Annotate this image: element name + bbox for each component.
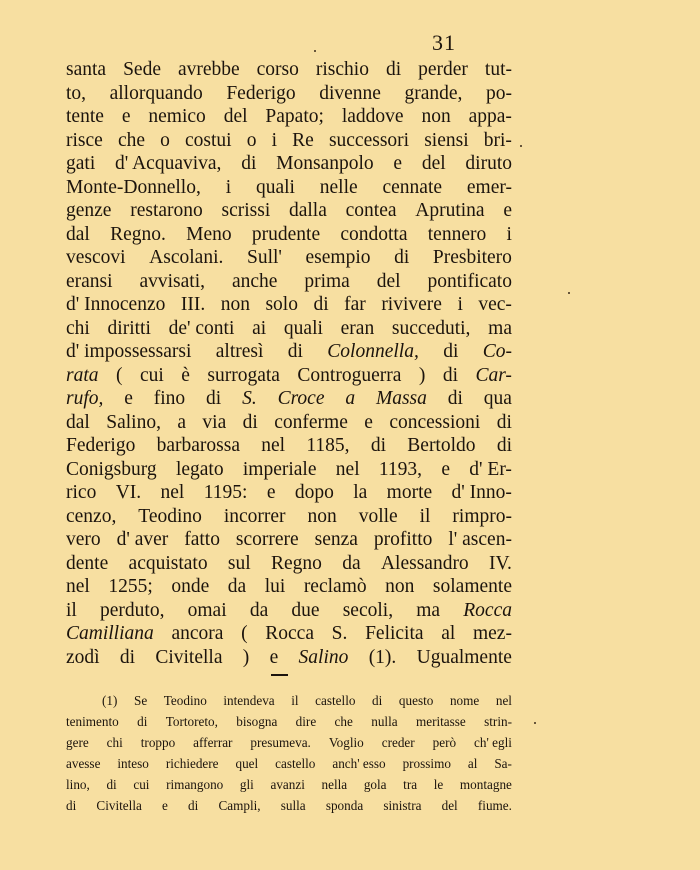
footnote-word: di <box>106 777 117 792</box>
footnote-word: gere <box>66 735 89 750</box>
word: corso <box>256 59 299 80</box>
footnote-word: il <box>291 693 299 708</box>
word: profitto <box>373 529 433 550</box>
word: di <box>385 59 402 80</box>
word: prudente <box>251 223 321 245</box>
word: d' Er- <box>469 458 512 480</box>
footnote-word: presumeva. <box>250 735 311 750</box>
word: a <box>345 388 356 409</box>
word: Teodino <box>138 505 202 527</box>
footnote-word: richiedere <box>165 756 219 771</box>
footnote-word: sponda <box>325 798 364 813</box>
footnote-word: castello <box>315 693 356 708</box>
word: scorrere <box>235 529 299 550</box>
footnote-line <box>66 690 512 711</box>
word: lui <box>264 576 286 597</box>
footnote-word: tra <box>403 777 418 792</box>
word: e <box>266 482 276 503</box>
word: d' Acquaviva, <box>115 153 222 174</box>
text-line <box>66 223 512 247</box>
word: e <box>124 388 133 409</box>
word: d' impossessarsi <box>66 341 192 362</box>
word: da <box>249 599 269 621</box>
footnote-word: però <box>432 735 457 750</box>
word: Controguerra <box>297 364 402 386</box>
word: ) <box>242 646 250 668</box>
word: prima <box>304 270 350 292</box>
word: onde <box>171 576 210 597</box>
word: dal <box>66 411 90 433</box>
word: conferme <box>274 411 348 433</box>
footnote-word: Se <box>133 693 148 708</box>
word: Regno <box>271 552 322 574</box>
word: III. <box>180 294 206 315</box>
text-line <box>66 552 512 576</box>
word: vero <box>66 529 101 550</box>
word: reclamò <box>303 576 367 597</box>
footnote-word: Campli, <box>218 798 261 813</box>
footnote-word: di <box>137 714 148 729</box>
word: Federigo <box>66 435 136 456</box>
word: di <box>287 341 303 362</box>
word: eransi <box>66 270 113 292</box>
word: avrebbe <box>177 59 240 80</box>
word: divenne <box>319 82 381 104</box>
word: ma <box>488 317 512 339</box>
word: S. <box>331 623 348 644</box>
word: di <box>206 388 222 409</box>
word: barbarossa <box>156 435 240 456</box>
word: Co- <box>482 341 512 362</box>
word: nel <box>66 576 90 597</box>
word: Colonnella, <box>327 341 419 362</box>
footnote-word: rimangono <box>166 777 224 792</box>
footnote-word: (1) <box>102 693 118 708</box>
word: i <box>271 129 278 151</box>
word: da <box>227 576 247 597</box>
word: Croce <box>277 388 325 409</box>
word: dopo <box>294 482 334 503</box>
word: ) <box>418 364 426 386</box>
word: nemico <box>148 106 206 127</box>
word: vescovi <box>66 247 126 268</box>
word: di <box>313 294 329 315</box>
print-speck <box>568 292 570 294</box>
word: nelle <box>319 176 358 198</box>
word: Re <box>292 129 314 151</box>
word: di <box>496 411 512 433</box>
word: quali <box>255 176 295 198</box>
footnote-word: di <box>66 798 77 813</box>
footnote-word: meritasse <box>415 714 466 729</box>
print-speck <box>534 722 536 724</box>
word: d' aver <box>116 529 169 550</box>
footnote-word: Teodino <box>163 693 207 708</box>
word: altresì <box>215 341 264 362</box>
word: e <box>441 458 450 480</box>
word: non <box>421 106 451 127</box>
footnote-word: prossimo <box>402 756 451 771</box>
word: rischio <box>315 59 369 80</box>
word: i <box>506 223 512 245</box>
word: concessioni <box>389 411 481 433</box>
word: fino <box>153 388 186 409</box>
word: Regno. <box>110 223 166 245</box>
word: volle <box>358 505 398 527</box>
footnote-word: sulla <box>280 798 306 813</box>
word: cenzo, <box>66 505 117 527</box>
word: rata <box>66 364 99 386</box>
word: dal <box>66 223 90 245</box>
word: non <box>385 576 415 597</box>
word: incorrer <box>223 505 286 527</box>
word: di <box>370 435 386 456</box>
word: Salino <box>298 646 349 668</box>
word: Rocca <box>265 623 314 644</box>
word: sul <box>227 552 251 574</box>
footnote-word: nome <box>449 693 480 708</box>
word: solo <box>265 294 298 315</box>
word: successori <box>328 129 410 151</box>
word: Salino, <box>106 411 161 433</box>
word: gati <box>66 153 96 174</box>
word: Alessandro <box>380 552 469 574</box>
text-line <box>66 387 512 411</box>
word: siensi <box>424 129 469 151</box>
word: appa- <box>468 106 512 127</box>
word: Ugualmente <box>416 646 512 668</box>
word: 1195: <box>203 482 248 503</box>
word: mez- <box>472 623 512 644</box>
footnote-word: avesse <box>66 756 101 771</box>
word: (1). <box>368 646 397 668</box>
word: Massa <box>375 388 427 409</box>
word: dalla <box>288 200 327 221</box>
word: risce <box>66 129 103 151</box>
footnote-word: ch' egli <box>474 735 512 750</box>
word: da <box>342 552 361 574</box>
footnote-word: Sa- <box>494 756 512 771</box>
word: è <box>181 364 190 386</box>
word: e <box>269 646 279 668</box>
text-line <box>66 364 512 388</box>
footnote-word: Civitella <box>96 798 142 813</box>
footnote-word: avanzi <box>270 777 305 792</box>
word: l' ascen- <box>448 529 512 550</box>
word: del <box>376 270 401 292</box>
word: po- <box>486 82 512 104</box>
word: tut- <box>484 59 512 80</box>
word: allorquando <box>109 82 203 104</box>
footnote-line <box>66 753 512 774</box>
word: 1255; <box>108 576 153 597</box>
footnote-block <box>66 690 512 816</box>
word: rico <box>66 482 97 503</box>
text-line <box>66 152 512 176</box>
word: nel <box>160 482 185 503</box>
word: ma <box>416 599 441 621</box>
word: quali <box>283 317 323 339</box>
word: succeduti, <box>391 317 471 339</box>
footnote-word: che <box>334 714 353 729</box>
word: Felicita <box>365 623 424 644</box>
word: far <box>344 294 366 315</box>
word: di <box>442 364 458 386</box>
word: Sull' <box>246 247 282 268</box>
word: fatto <box>184 529 220 550</box>
word: di <box>447 388 463 409</box>
word: Rocca <box>463 599 512 621</box>
word: diruto <box>465 153 512 174</box>
word: del <box>421 153 446 174</box>
word: di <box>394 247 410 268</box>
word: emer- <box>466 176 512 198</box>
word: zodì <box>66 646 100 668</box>
word: chi <box>66 317 90 339</box>
word: o <box>160 129 170 151</box>
word: santa <box>66 59 107 80</box>
word: a <box>177 411 187 433</box>
footnote-word: del <box>441 798 458 813</box>
word: non <box>220 294 250 315</box>
footnote-word: sinistra <box>383 798 422 813</box>
word: IV. <box>489 552 512 574</box>
word: Monte-Donnello, <box>66 176 201 198</box>
footnote-word: chi <box>106 735 123 750</box>
word: nel <box>261 435 286 456</box>
word: Car- <box>475 364 512 386</box>
print-speck <box>314 50 316 52</box>
footnote-word: bisogna <box>236 714 278 729</box>
word: cui <box>139 364 164 386</box>
word: acquistato <box>128 552 208 574</box>
word: la <box>353 482 368 503</box>
text-line <box>66 575 512 599</box>
footnote-line <box>66 732 512 753</box>
footnote-word: fiume. <box>477 798 512 813</box>
footnote-word: nel <box>495 693 512 708</box>
word: VI. <box>115 482 142 503</box>
word: ai <box>252 317 267 339</box>
word: d' Inno- <box>451 482 512 503</box>
footnote-line <box>66 711 512 732</box>
word: solamente <box>432 576 512 597</box>
footnote-word: al <box>467 756 478 771</box>
text-line <box>66 270 512 294</box>
word: e <box>393 153 403 174</box>
print-speck <box>520 145 522 147</box>
word: ( <box>115 364 123 386</box>
text-line <box>66 481 512 505</box>
footnote-separator <box>271 674 288 676</box>
footnote-word: strin- <box>484 714 512 729</box>
footnote-word: Voglio <box>328 735 364 750</box>
word: di <box>496 435 512 456</box>
word: pontificato <box>427 270 512 292</box>
word: tente <box>66 106 104 127</box>
word: costui <box>185 129 232 151</box>
text-line <box>66 599 512 623</box>
word: Bertoldo <box>407 435 476 456</box>
footnote-word: di <box>188 798 199 813</box>
word: grande, <box>404 82 463 104</box>
word: il <box>66 599 77 621</box>
word: ancora <box>171 623 224 644</box>
text-line <box>66 58 512 82</box>
text-line <box>66 317 512 341</box>
footnote-word: afferrar <box>193 735 233 750</box>
word: to, <box>66 82 87 104</box>
footnote-word: gola <box>363 777 387 792</box>
footnote-line <box>66 774 512 795</box>
word: rivivere <box>381 294 442 315</box>
word: scrissi <box>221 200 271 221</box>
word: qua <box>483 388 512 409</box>
word: avvisati, <box>139 270 206 292</box>
word: legato <box>175 458 224 480</box>
word: due <box>291 599 320 621</box>
word: contea <box>345 200 397 221</box>
word: Conigsburg <box>66 458 157 480</box>
footnote-word: troppo <box>140 735 176 750</box>
word: 1185, <box>306 435 350 456</box>
text-line <box>66 82 512 106</box>
word: vec- <box>478 294 512 315</box>
word: perduto, <box>100 599 165 621</box>
word: surrogata <box>207 364 280 386</box>
word: Meno <box>186 223 232 245</box>
text-line <box>66 622 512 646</box>
footnote-line <box>66 795 512 816</box>
footnote-word: e <box>162 798 168 813</box>
footnote-word: le <box>433 777 444 792</box>
word: restarono <box>130 200 203 221</box>
word: rimpro- <box>452 505 512 527</box>
text-line <box>66 176 512 200</box>
word: diritti <box>107 317 151 339</box>
text-line <box>66 434 512 458</box>
word: imperiale <box>242 458 317 480</box>
word: Federigo <box>226 82 296 104</box>
footnote-word: intendeva <box>223 693 275 708</box>
word: il <box>419 505 431 527</box>
word: laddove <box>341 106 404 127</box>
word: di <box>242 411 258 433</box>
word: Monsanpolo <box>276 153 374 174</box>
word: di <box>241 153 257 174</box>
word: anche <box>231 270 278 292</box>
word: o <box>246 129 257 151</box>
footnote-word: gli <box>239 777 254 792</box>
footnote-word: inteso <box>117 756 149 771</box>
text-line <box>66 646 512 670</box>
footnote-word: lino, <box>66 777 90 792</box>
word: del <box>223 106 248 127</box>
word: Presbitero <box>432 247 512 268</box>
footnote-word: nulla <box>371 714 398 729</box>
word: omai <box>187 599 227 621</box>
text-line <box>66 458 512 482</box>
word: Camilliana <box>66 623 154 644</box>
word: rufo, <box>66 388 104 409</box>
text-line <box>66 105 512 129</box>
word: Ascolani. <box>149 247 224 268</box>
footnote-word: tenimento <box>66 714 119 729</box>
word: Papato; <box>265 106 324 127</box>
text-line <box>66 199 512 223</box>
word: al <box>441 623 456 644</box>
word: i <box>225 176 232 198</box>
footnote-word: questo <box>398 693 434 708</box>
text-line <box>66 505 512 529</box>
text-line <box>66 129 512 153</box>
word: di <box>119 646 136 668</box>
word: genze <box>66 200 112 221</box>
footnote-word: nella <box>321 777 348 792</box>
word: morte <box>386 482 433 503</box>
word: e <box>503 200 512 221</box>
word: d' Innocenzo <box>66 294 166 315</box>
word: e <box>364 411 373 433</box>
word: Aprutina <box>415 200 485 221</box>
word: de' conti <box>168 317 235 339</box>
footnote-word: di <box>372 693 383 708</box>
word: i <box>457 294 463 315</box>
word: Civitella <box>155 646 223 668</box>
footnote-word: creder <box>381 735 415 750</box>
footnote-word: anch' esso <box>332 756 386 771</box>
main-text-block <box>66 58 512 669</box>
footnote-word: montagne <box>459 777 512 792</box>
text-line <box>66 340 512 364</box>
word: tennero <box>427 223 487 245</box>
word: non <box>307 505 337 527</box>
footnote-word: quel <box>235 756 259 771</box>
footnote-word: Tortoreto, <box>165 714 218 729</box>
text-line <box>66 246 512 270</box>
word: cennate <box>382 176 443 198</box>
footnote-word: dire <box>295 714 317 729</box>
word: esempio <box>305 247 371 268</box>
word: 1193, <box>378 458 423 480</box>
word: dente <box>66 552 109 574</box>
text-line <box>66 528 512 552</box>
word: Sede <box>123 59 161 80</box>
text-line <box>66 293 512 317</box>
word: nel <box>335 458 360 480</box>
word: condotta <box>340 223 408 245</box>
word: e <box>121 106 131 127</box>
word: che <box>117 129 145 151</box>
footnote-word: castello <box>275 756 316 771</box>
word: via <box>202 411 227 433</box>
word: perder <box>418 59 468 80</box>
page-number: 31 <box>432 30 456 55</box>
word: secoli, <box>342 599 394 621</box>
word: senza <box>314 529 358 550</box>
word: ( <box>241 623 248 644</box>
footnote-word: cui <box>133 777 150 792</box>
word: eran <box>340 317 375 339</box>
word: bri- <box>483 129 512 151</box>
word: S. <box>242 388 257 409</box>
text-line <box>66 411 512 435</box>
word: di <box>443 341 459 362</box>
